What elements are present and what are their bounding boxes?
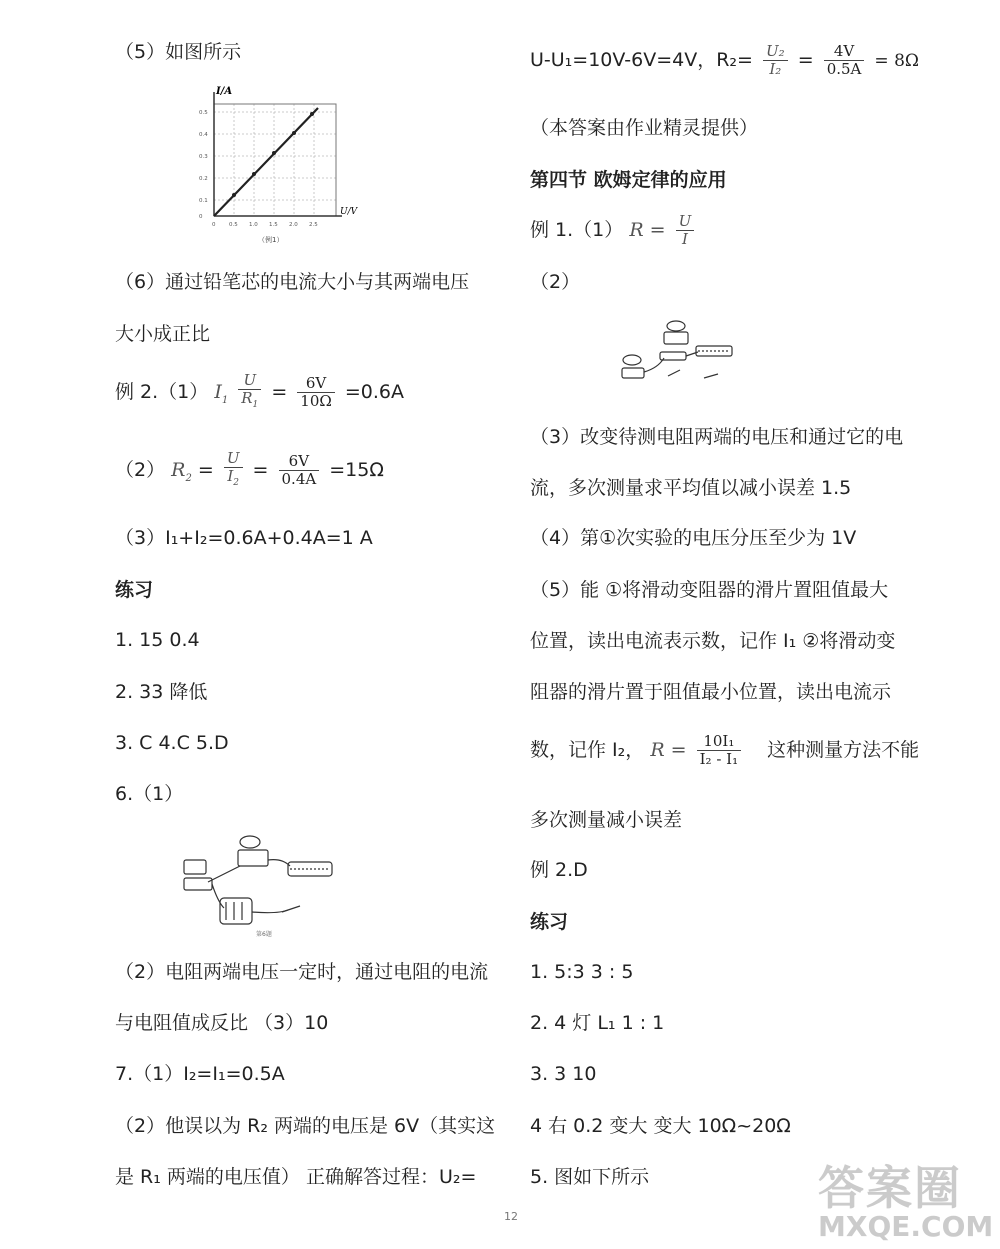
ui-graph-figure <box>196 82 358 250</box>
example1-part2: （2） <box>530 271 581 293</box>
y-tick: 0.5 <box>199 110 208 116</box>
fraction: $\frac{6V}{10\Omega}$ <box>297 375 335 410</box>
practice-7-2-continued: U-U₁=10V-6V=4V，R₂= $\frac{\text{U₂}}{\text{I₂}}$ = $\frac{4V}{0.5A}$ = 8Ω <box>530 42 919 78</box>
exercise-1: 1. 5:3 3 : 5 <box>530 961 634 983</box>
answer-5-heading: （5）如图所示 <box>115 41 242 63</box>
fraction: $\frac{U}{R_1}$ <box>238 372 261 414</box>
practice-7-2-line2: 是 R₁ 两端的电压值） 正确解答过程：U₂= <box>115 1166 477 1188</box>
fraction: $\frac{6V}{0.4A}$ <box>279 453 320 488</box>
y-tick: 0.2 <box>199 176 208 182</box>
graph-caption: （例1） <box>258 236 284 244</box>
exercise-5: 5. 图如下所示 <box>530 1166 650 1188</box>
practice-6-1: 6.（1） <box>115 783 184 805</box>
example2-part2: （2） $R_2$ = $\frac{U}{I_2}$ = $\frac{6V}{0.4A}$ =15Ω <box>115 448 384 501</box>
data-point <box>310 112 314 116</box>
fraction: $\frac{\text{U₂}}{\text{I₂}}$ <box>763 43 788 78</box>
data-point <box>292 131 296 135</box>
watermark-url: MXQE.COM <box>818 1210 994 1243</box>
example1-part5-line4: 数，记作 I₂， R = $\frac{\text{10I₁}}{\text{I₂ - I₁}}$ 这种测量方法不能 <box>530 732 920 768</box>
example1-part5-line5: 多次测量减小误差 <box>530 809 683 831</box>
practice-6-2-line1: （2）电阻两端电压一定时，通过电阻的电流 <box>115 961 489 983</box>
example2-part1: 例 2.（1） $I_1$ $\frac{U}{R_1}$ = $\frac{6V}{10\Omega}$ =0.6A <box>115 370 404 423</box>
y-tick: 0.3 <box>199 154 208 160</box>
watermark-logo: 答案圈 <box>818 1161 962 1215</box>
example1-part3-line2: 流，多次测量求平均值以减小误差 1.5 <box>530 477 852 499</box>
x-tick: 1.5 <box>269 222 278 228</box>
x-axis-label: U/V <box>340 207 358 217</box>
practice-7-2-line1: （2）他误以为 R₂ 两端的电压是 6V（其实这 <box>115 1115 496 1137</box>
answer-6-line2: 大小成正比 <box>115 323 211 345</box>
x-tick: 1.0 <box>249 222 258 228</box>
answer-source-note: （本答案由作业精灵提供） <box>530 117 759 139</box>
x-tick: 0.5 <box>229 222 238 228</box>
practice-6-2-line2: 与电阻值成反比 （3）10 <box>115 1012 329 1034</box>
exercise-3: 3. 3 10 <box>530 1063 597 1085</box>
figure-caption: 第6题 <box>256 931 272 938</box>
fraction: $\frac{\text{10I₁}}{\text{I₂ - I₁}}$ <box>697 733 741 768</box>
practice-1: 1. 15 0.4 <box>115 629 200 651</box>
practice-2: 2. 33 降低 <box>115 681 208 703</box>
page-number: 12 <box>504 1210 518 1223</box>
data-point <box>232 193 236 197</box>
example1-part5-line1: （5）能 ①将滑动变阻器的滑片置阻值最大 <box>530 579 889 601</box>
practice-3-5: 3. C 4.C 5.D <box>115 732 229 754</box>
y-tick: 0.4 <box>199 132 208 138</box>
section-title: 第四节 欧姆定律的应用 <box>530 169 727 191</box>
practice-heading-left: 练习 <box>115 579 154 601</box>
exercise-4: 4 右 0.2 变大 变大 10Ω~20Ω <box>530 1115 791 1137</box>
example2-part3: （3）I₁+I₂=0.6A+0.4A=1 A <box>115 527 373 549</box>
practice-7-1: 7.（1）I₂=I₁=0.5A <box>115 1063 285 1085</box>
fraction: $\frac{4V}{0.5A}$ <box>824 43 865 78</box>
exercise-2: 2. 4 灯 L₁ 1 : 1 <box>530 1012 665 1034</box>
example1-part1: 例 1.（1） R = $\frac{U}{I}$ <box>530 208 698 252</box>
x-tick: 0 <box>212 222 216 228</box>
y-axis-label: I/A <box>216 86 233 97</box>
x-tick: 2.5 <box>309 222 318 228</box>
example1-part3-line1: （3）改变待测电阻两端的电压和通过它的电 <box>530 426 904 448</box>
x-tick: 2.0 <box>289 222 298 228</box>
y-tick: 0 <box>199 214 203 220</box>
fraction: $\frac{U}{I}$ <box>676 213 695 248</box>
example1-part5-line2: 位置，读出电流表示数，记作 I₁ ②将滑动变 <box>530 630 896 652</box>
example1-part5-line3: 阻器的滑片置于阻值最小位置，读出电流示 <box>530 681 892 703</box>
example1-part4: （4）第①次实验的电压分压至少为 1V <box>530 527 857 549</box>
practice-heading-right: 练习 <box>530 911 569 933</box>
fraction: $\frac{U}{I_2}$ <box>224 450 243 492</box>
data-point <box>252 172 256 176</box>
data-point <box>272 151 276 155</box>
circuit-figure-q6 <box>178 832 338 940</box>
y-tick: 0.1 <box>199 198 208 204</box>
answer-6-line1: （6）通过铅笔芯的电流大小与其两端电压 <box>115 271 470 293</box>
circuit-figure-example1 <box>618 318 738 390</box>
example2-answer: 例 2.D <box>530 859 588 881</box>
